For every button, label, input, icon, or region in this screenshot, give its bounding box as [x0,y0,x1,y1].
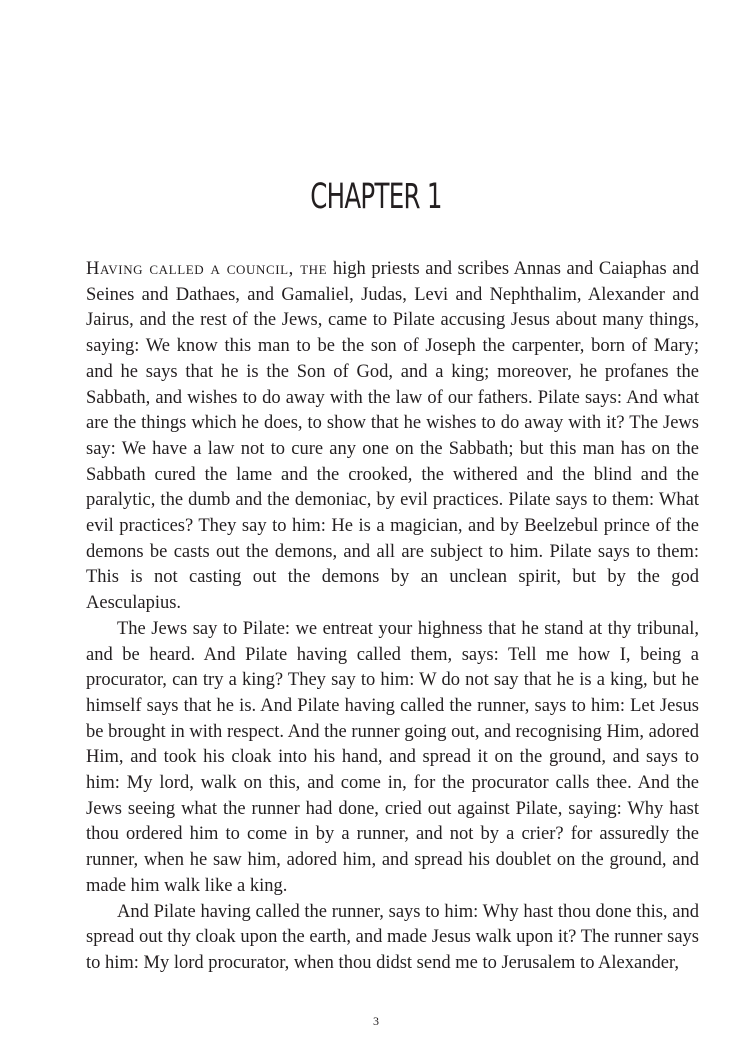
chapter-body [86,257,699,977]
paragraph-lead-smallcaps: Having called a council, the [86,259,328,279]
paragraph-2: The Jews say to Pilate: we entreat your highness that he stand at thy tribunal, and be heard. And Pilate having called them, says: Tell me how I, being a procurator, can try a king? They say to him: W do not say that he is a king, but he himself says that he is. And Pilate having called the runner, says to him: Let Jesus be brought in with respect. And the runner going out, and recognising Him, adored Him, and took his cloak into his hand, and spread it on the ground, and says to him: My lord, walk on this, and come in, for the procurator calls thee. And the Jews seeing what the runner had done, cried out against Pilate, saying: Why hast thou ordered him to come in by a runner, and not by a crier? for assuredly the runner, when he saw him, adored him, and spread his doublet on the ground, and made him walk like a king. [86,618,699,896]
paragraph-1 [86,257,699,617]
chapter-title: CHAPTER 1 [310,177,442,217]
paragraph-3: And Pilate having called the runner, says to him: Why hast thou done this, and spread out thy cloak upon the earth, and made Jesus walk upon it? The runner says to him: My lord procurator, when thou didst send me to Jerusalem to Alexander, [86,901,699,973]
page-number: 3 [373,1014,379,1028]
paragraph-1-text: high priests and scribes Annas and Caiaphas and Seines and Dathaes, and Gamaliel, Judas, Levi and Nephthalim, Alexander and Jairus, and the rest of the Jews, came to Pilate accusing Jesus about many things, saying: We know this man to be the son of Joseph the carpenter, born of Mary; and he says that he is the Son of God, and a king; moreover, he profanes the Sabbath, and wishes to do away with the law of our fathers. Pilate says: And what are the things which he does, to show that he wishes to do away with it? The Jews say: We have a law not to cure any one on the Sabbath; but this man has on the Sabbath cured the lame and the crooked, the withered and the blind and the paralytic, the dumb and the demoniac, by evil practices. Pilate says to them: What evil practices? They say to him: He is a magician, and by Beelzebul prince of the demons be casts out the demons, and all are subject to him. Pilate says to them: This is not casting out the demons by an unclean spirit, but by the god Aesculapius. [86,259,700,614]
